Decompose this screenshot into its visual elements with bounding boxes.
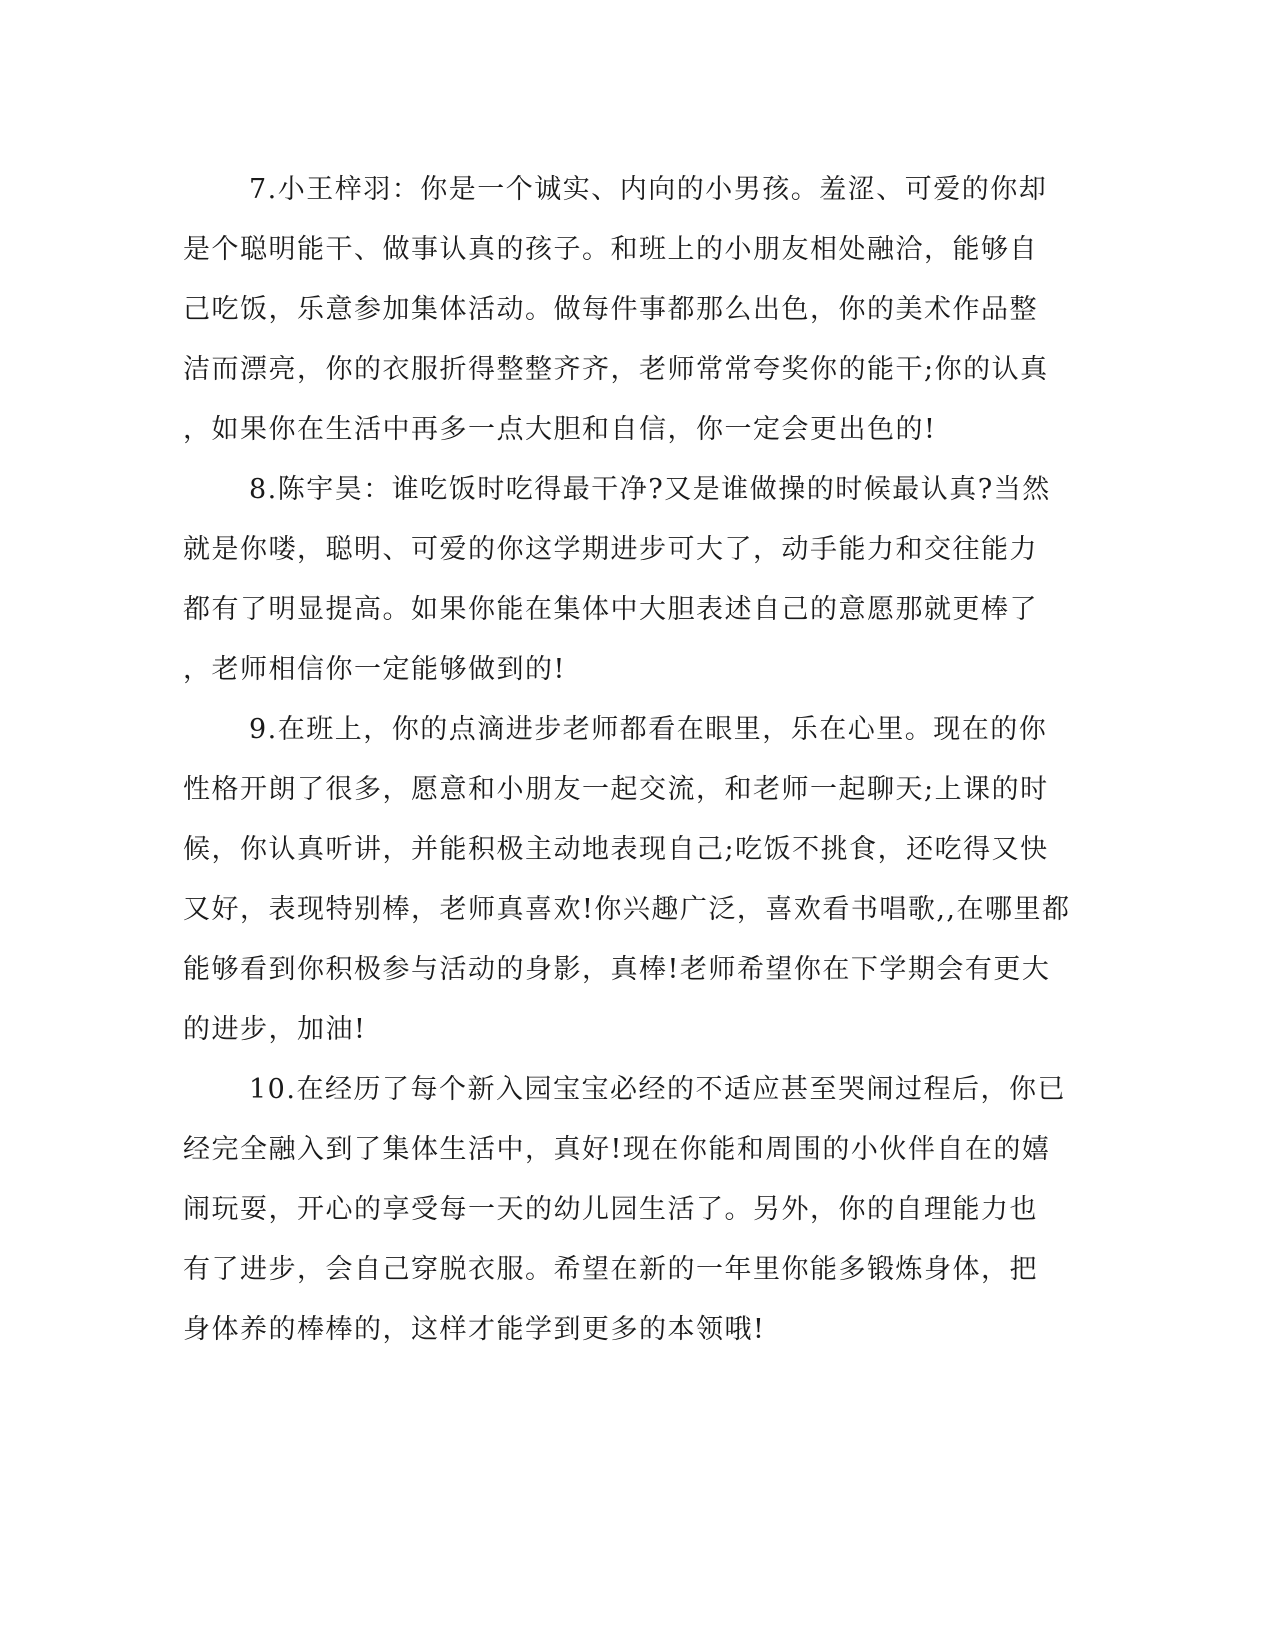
document-body — [183, 160, 1083, 1360]
paragraph-9 — [183, 700, 1083, 1060]
text-line: 身体养的棒棒的，这样才能学到更多的本领哦! — [183, 1314, 766, 1345]
text-line: 洁而漂亮，你的衣服折得整整齐齐，老师常常夸奖你的能干;你的认真 — [183, 354, 1049, 385]
paragraph-10 — [183, 1060, 1083, 1360]
text-line: 闹玩耍，开心的享受每一天的幼儿园生活了。另外，你的自理能力也 — [183, 1194, 1038, 1225]
text-line: 就是你喽，聪明、可爱的你这学期进步可大了，动手能力和交往能力 — [183, 534, 1038, 565]
text-line: 7.小王梓羽：你是一个诚实、内向的小男孩。羞涩、可爱的你却 — [249, 174, 1048, 205]
text-line: 能够看到你积极参与活动的身影，真棒!老师希望你在下学期会有更大 — [183, 954, 1051, 985]
text-line: 经完全融入到了集体生活中，真好!现在你能和周围的小伙伴自在的嬉 — [183, 1134, 1051, 1165]
text-line: 8.陈宇昊：谁吃饭时吃得最干净?又是谁做操的时候最认真?当然 — [249, 474, 1051, 505]
text-line: ，如果你在生活中再多一点大胆和自信，你一定会更出色的! — [183, 414, 937, 445]
text-line: 性格开朗了很多，愿意和小朋友一起交流，和老师一起聊天;上课的时 — [183, 774, 1049, 805]
text-line: 的进步，加油! — [183, 1014, 367, 1045]
text-line: 候，你认真听讲，并能积极主动地表现自己;吃饭不挑食，还吃得又快 — [183, 834, 1049, 865]
paragraph-8 — [183, 460, 1083, 700]
text-line: 是个聪明能干、做事认真的孩子。和班上的小朋友相处融洽，能够自 — [183, 234, 1038, 265]
text-line: 10.在经历了每个新入园宝宝必经的不适应甚至哭闹过程后，你已 — [249, 1074, 1066, 1105]
text-line: 己吃饭，乐意参加集体活动。做每件事都那么出色，你的美术作品整 — [183, 294, 1038, 325]
text-line: 有了进步，会自己穿脱衣服。希望在新的一年里你能多锻炼身体，把 — [183, 1254, 1038, 1285]
text-line: 9.在班上，你的点滴进步老师都看在眼里，乐在心里。现在的你 — [249, 714, 1048, 745]
text-line: 都有了明显提高。如果你能在集体中大胆表述自己的意愿那就更棒了 — [183, 594, 1038, 625]
text-line: ，老师相信你一定能够做到的! — [183, 654, 566, 685]
text-line: 又好，表现特别棒，老师真喜欢!你兴趣广泛，喜欢看书唱歌,,在哪里都 — [183, 894, 1071, 925]
paragraph-7 — [183, 160, 1083, 460]
